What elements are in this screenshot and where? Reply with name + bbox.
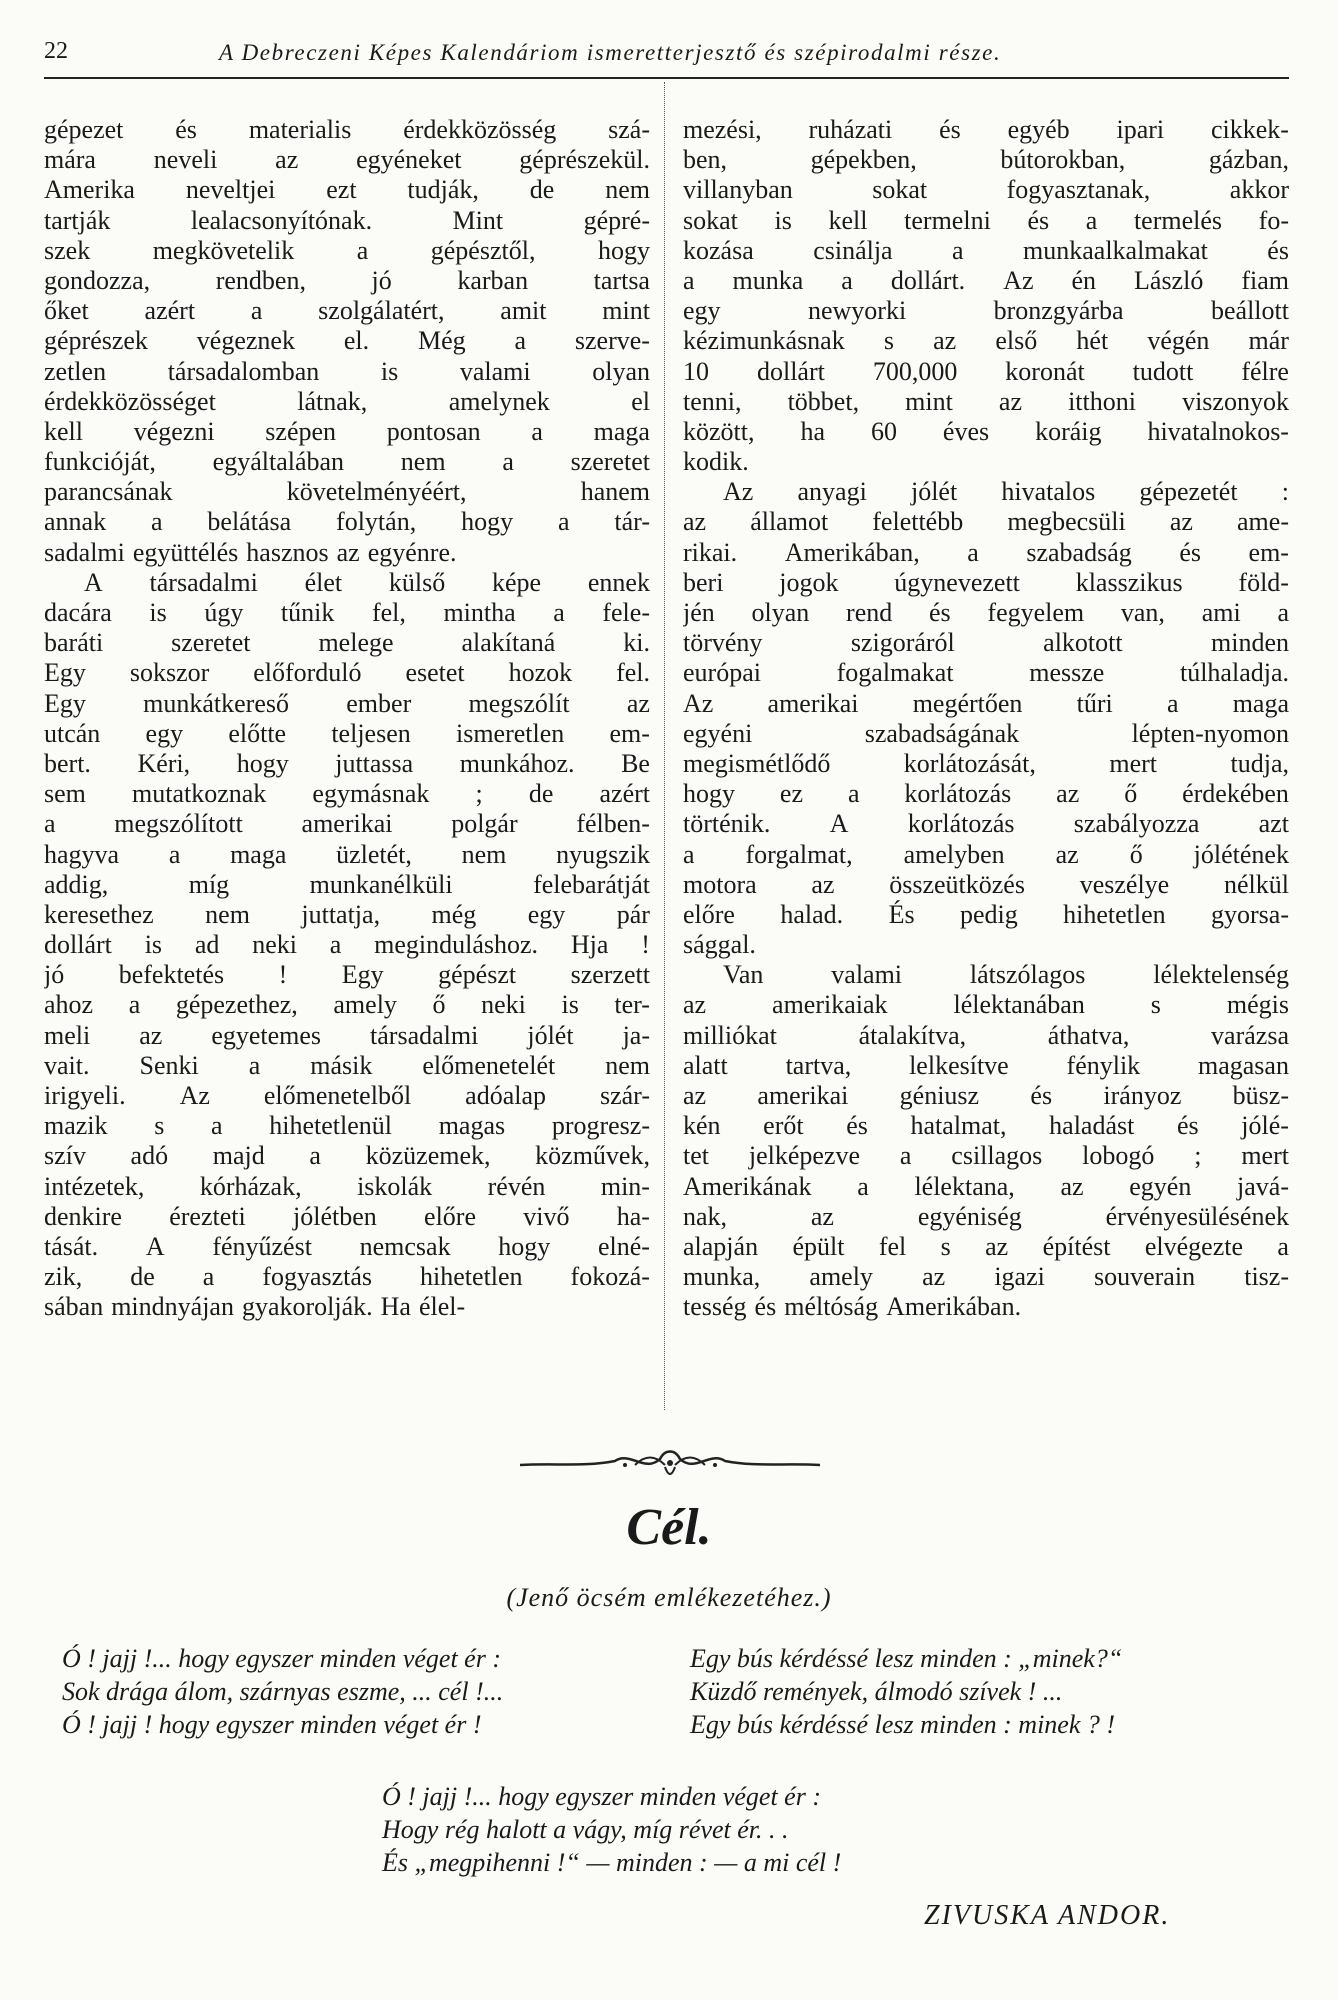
text-line: vait. Senki a másik előmenetelét nem [44, 1050, 650, 1080]
poem-line: Ó ! jajj ! hogy egyszer minden véget ér ! [62, 1710, 482, 1739]
text-line: dollárt is ad neki a meginduláshoz. Hja ! [44, 930, 650, 960]
poem-line: Küzdő remények, álmodó szívek ! ... [690, 1677, 1063, 1706]
text-line: tesség és méltóság Amerikában. [683, 1292, 1022, 1322]
text-line: kén erőt és hatalmat, haladást és jólé- [683, 1111, 1289, 1141]
text-line: a megszólított amerikai polgár félben- [44, 809, 650, 839]
text-line: az amerikai géniusz és irányoz büsz- [683, 1081, 1289, 1110]
poem-line: Hogy rég halott a vágy, míg révet ér. . . [382, 1815, 789, 1844]
text-line: európai fogalmakat messze túlhaladja. [683, 658, 1289, 688]
text-line: nak, az egyéniség érvényesülésének [683, 1201, 1289, 1231]
poem-line: Ó ! jajj !... hogy egyszer minden véget ér : [62, 1644, 501, 1673]
text-line: sággal. [683, 930, 756, 960]
poem-title: Cél. [626, 1499, 712, 1556]
text-line: 10 dollárt 700,000 koronát tudott félre [683, 356, 1289, 386]
text-line: kozása csinálja a munkaalkalmakat és [683, 235, 1289, 265]
poem-line: Egy bús kérdéssé lesz minden : minek ? ! [690, 1710, 1116, 1739]
text-line: gépezet és materialis érdekközösség szá- [44, 115, 650, 144]
text-line: őket azért a szolgálatért, amit mint [44, 296, 650, 326]
poem-dedication: (Jenő öcsém emlékezetéhez.) [506, 1583, 832, 1612]
author-signature: ZIVUSKA ANDOR. [924, 1900, 1171, 1931]
text-line: között, ha 60 éves koráig hivatalnokos- [683, 416, 1289, 446]
ornament-divider [515, 1443, 825, 1485]
text-line: gondozza, rendben, jó karban tartsa [44, 265, 650, 295]
text-line: annak a belátása folytán, hogy a tár- [44, 507, 650, 537]
text-line: intézetek, kórházak, iskolák révén min- [44, 1171, 650, 1201]
text-line: sában mindnyájan gyakorolják. Ha élel- [44, 1292, 466, 1322]
text-line: alatt tartva, lelkesítve fénylik magasan [683, 1050, 1289, 1080]
text-line: motora az összeütközés veszélye nélkül [683, 869, 1289, 899]
poem-stanza-1 [62, 1642, 503, 1741]
text-line: milliókat átalakítva, áthatva, varázsa [683, 1020, 1289, 1050]
text-line: a forgalmat, amelyben az ő jólétének [683, 839, 1289, 869]
text-line: törvény szigoráról alkotott minden [683, 628, 1289, 658]
text-line: irigyeli. Az előmenetelből adóalap szár- [44, 1081, 650, 1110]
text-line: tartják lealacsonyítónak. Mint gépré- [44, 205, 650, 235]
text-line: utcán egy előtte teljesen ismeretlen em- [44, 718, 650, 748]
page-number: 22 [44, 38, 68, 64]
text-line: bert. Kéri, hogy juttassa munkához. Be [44, 748, 650, 778]
poem-stanza-2 [690, 1642, 1122, 1741]
text-line: hogy ez a korlátozás az ő érdekében [683, 779, 1289, 809]
text-line: Az anyagi jólét hivatalos gépezetét : [723, 477, 1289, 507]
text-line: tását. A fényűzést nemcsak hogy elné- [44, 1231, 650, 1261]
text-line: megismétlődő korlátozását, mert tudja, [683, 748, 1289, 778]
right-column [683, 115, 1289, 1323]
text-line: jén olyan rend és fegyelem van, ami a [683, 598, 1289, 627]
text-line: szív adó majd a közüzemek, közművek, [44, 1141, 650, 1171]
text-line: addig, míg munkanélküli felebarátját [44, 869, 650, 899]
text-line: ben, gépekben, bútorokban, gázban, [683, 145, 1289, 175]
column-divider [664, 82, 665, 1410]
text-line: A társadalmi élet külső képe ennek [84, 567, 650, 597]
poem-line: Sok drága álom, szárnyas eszme, ... cél !... [62, 1677, 504, 1706]
text-line: villanyban sokat fogyasztanak, akkor [683, 175, 1289, 205]
text-line: Egy sokszor előforduló esetet hozok fel. [44, 658, 650, 688]
text-line: baráti szeretet melege alakítaná ki. [44, 628, 650, 658]
text-line: előre halad. És pedig hihetetlen gyorsa- [683, 899, 1289, 929]
text-line: keresethez nem juttatja, még egy pár [44, 899, 650, 929]
page-header [44, 38, 1289, 72]
text-line: alapján épült fel s az építést elvégezte a [683, 1231, 1289, 1261]
text-line: kodik. [683, 447, 749, 477]
text-line: kell végezni szépen pontosan a maga [44, 416, 650, 446]
text-line: érdekközösséget látnak, amelynek el [44, 386, 650, 416]
poem-line: Ó ! jajj !... hogy egyszer minden véget ér : [382, 1782, 821, 1811]
text-line: denkire érezteti jólétben előre vivő ha- [44, 1201, 650, 1231]
header-rule [44, 77, 1289, 79]
text-line: rikai. Amerikában, a szabadság és em- [683, 537, 1289, 567]
text-line: egy newyorki bronzgyárba beállott [683, 296, 1289, 326]
text-line: hagyva a maga üzletét, nem nyugszik [44, 839, 650, 869]
text-line: Van valami látszólagos lélektelenség [723, 960, 1289, 990]
text-line: történik. A korlátozás szabályozza azt [683, 809, 1289, 839]
text-line: a munka a dollárt. Az én László fiam [683, 265, 1289, 295]
text-line: tenni, többet, mint az itthoni viszonyok [683, 386, 1289, 416]
text-line: parancsának követelményéért, hanem [44, 477, 650, 507]
text-line: zetlen társadalomban is valami olyan [44, 356, 650, 386]
text-line: Az amerikai megértően tűri a maga [683, 688, 1289, 718]
running-title: A Debreczeni Képes Kalendáriom ismeretterjesztő és szépirodalmi része. [219, 40, 1002, 65]
text-line: géprészek végeznek el. Még a szerve- [44, 326, 650, 356]
text-line: Amerika neveltjei ezt tudják, de nem [44, 175, 650, 205]
text-line: sokat is kell termelni és a termelés fo- [683, 205, 1289, 235]
text-line: egyéni szabadságának lépten-nyomon [683, 718, 1289, 748]
text-line: Amerikának a lélektana, az egyén javá- [683, 1171, 1289, 1201]
text-line: Egy munkátkereső ember megszólít az [44, 688, 650, 718]
text-line: az amerikaiak lélektanában s mégis [683, 990, 1289, 1020]
text-line: beri jogok úgynevezett klasszikus föld- [683, 567, 1289, 597]
poem-line: Egy bús kérdéssé lesz minden : „minek?“ [690, 1644, 1123, 1673]
text-line: sadalmi együttélés hasznos az egyénre. [44, 537, 457, 567]
text-line: dacára is úgy tűnik fel, mintha a fele- [44, 598, 650, 627]
text-line: mezési, ruházati és egyéb ipari cikkek- [683, 115, 1289, 144]
text-line: meli az egyetemes társadalmi jólét ja- [44, 1020, 650, 1050]
text-line: az államot felettébb megbecsüli az ame- [683, 507, 1289, 537]
text-line: zik, de a fogyasztás hihetetlen fokozá- [44, 1262, 650, 1292]
text-line: mára neveli az egyéneket géprészekül. [44, 145, 650, 175]
text-line: jó befektetés ! Egy gépészt szerzett [44, 960, 650, 990]
text-line: funkcióját, egyáltalában nem a szeretet [44, 447, 650, 477]
poem-line: És „megpihenni !“ — minden : — a mi cél ! [382, 1848, 842, 1877]
text-line: sem mutatkoznak egymásnak ; de azért [44, 779, 650, 809]
text-line: szek megkövetelik a gépésztől, hogy [44, 235, 650, 265]
text-line: munka, amely az igazi souverain tisz- [683, 1262, 1289, 1292]
text-line: tet jelképezve a csillagos lobogó ; mert [683, 1141, 1289, 1171]
text-line: mazik s a hihetetlenül magas progresz- [44, 1111, 650, 1141]
text-line: kézimunkásnak s az első hét végén már [683, 326, 1289, 356]
left-column [44, 115, 650, 1323]
poem-stanza-3 [382, 1780, 841, 1879]
text-line: ahoz a gépezethez, amely ő neki is ter- [44, 990, 650, 1020]
